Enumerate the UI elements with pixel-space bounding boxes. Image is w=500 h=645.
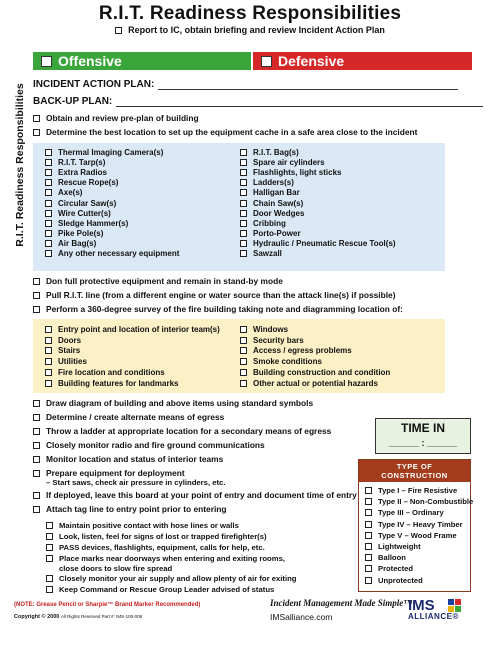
equipment-item	[240, 229, 396, 239]
equipment-checkbox[interactable]	[45, 179, 52, 186]
equipment-label: Circular Saw(s)	[58, 198, 117, 208]
step-item	[33, 440, 265, 450]
equipment-item	[45, 239, 179, 249]
backup-plan-row	[33, 96, 483, 107]
construction-checkbox[interactable]	[365, 565, 372, 572]
website-link[interactable]: IMSalliance.com	[270, 612, 333, 622]
equipment-item	[45, 147, 179, 157]
step-text: Closely monitor radio and fire ground communications	[46, 440, 265, 450]
ims-alliance-logo	[408, 597, 480, 623]
survey-label: Fire location and conditions	[58, 368, 165, 378]
entry-subitem-label: close doors to slow fire spread	[59, 563, 173, 573]
equipment-label: Spare air cylinders	[253, 157, 325, 167]
side-title	[12, 60, 28, 270]
entry-subitem	[46, 520, 297, 531]
equipment-checkbox[interactable]	[240, 189, 247, 196]
equipment-checkbox[interactable]	[45, 169, 52, 176]
equipment-item	[240, 178, 396, 188]
survey-panel	[33, 319, 445, 393]
equipment-checkbox[interactable]	[45, 189, 52, 196]
entry-subitem-label: Keep Command or Rescue Group Leader advised of status	[59, 585, 275, 594]
entry-subitem-checkbox[interactable]	[46, 544, 53, 551]
equipment-checkbox[interactable]	[240, 250, 247, 257]
survey-checkbox[interactable]	[45, 337, 52, 344]
rights-text: All Rights Reserved Part #: IMS-100-008	[60, 614, 143, 619]
survey-checkbox[interactable]	[240, 369, 247, 376]
step-checkbox[interactable]	[33, 414, 40, 421]
construction-label: Lightweight	[378, 542, 421, 552]
entry-subitem-label: Maintain positive contact with hose lines or walls	[59, 521, 239, 530]
step-text: Obtain and review pre-plan of building	[46, 113, 199, 123]
equipment-checkbox[interactable]	[240, 240, 247, 247]
equipment-panel	[33, 143, 445, 271]
construction-type-item	[365, 552, 470, 563]
logo-square-icon	[455, 599, 461, 605]
offensive-label: Offensive	[58, 53, 122, 69]
construction-checkbox[interactable]	[365, 521, 372, 528]
equipment-label: Air Bag(s)	[58, 239, 97, 249]
construction-label: Type III – Ordinary	[378, 508, 444, 518]
equipment-checkbox[interactable]	[240, 159, 247, 166]
construction-label: Protected	[378, 564, 414, 574]
survey-label: Access / egress problems	[253, 346, 352, 356]
entry-subitem	[46, 584, 297, 595]
equipment-checkbox[interactable]	[240, 230, 247, 237]
survey-checkbox[interactable]	[240, 337, 247, 344]
step-item	[33, 290, 395, 300]
equipment-left-column	[45, 147, 179, 259]
equipment-label: Halligan Bar	[253, 188, 300, 198]
survey-checkbox[interactable]	[45, 347, 52, 354]
step-item	[33, 412, 224, 422]
offensive-option[interactable]	[33, 52, 251, 70]
time-in-label: TIME IN	[401, 421, 445, 435]
equipment-checkbox[interactable]	[45, 230, 52, 237]
step-checkbox[interactable]	[33, 400, 40, 407]
equipment-label: Cribbing	[253, 218, 286, 228]
construction-type-item	[365, 519, 470, 530]
entry-subitem-label: Look, listen, feel for signs of lost or trapped firefighter(s)	[59, 532, 267, 541]
step-item	[33, 127, 417, 137]
equipment-label: Axe(s)	[58, 188, 83, 198]
page-title: R.I.T. Readiness Responsibilities	[98, 3, 402, 24]
survey-checkbox[interactable]	[45, 380, 52, 387]
equipment-checkbox[interactable]	[240, 149, 247, 156]
equipment-label: Pike Pole(s)	[58, 229, 104, 239]
step-checkbox[interactable]	[33, 115, 40, 122]
survey-label: Entry point and location of interior team(s)	[58, 324, 220, 334]
step-text: Throw a ladder at appropriate location for a secondary means of egress	[46, 426, 332, 436]
equipment-label: R.I.T. Bag(s)	[253, 147, 299, 157]
step-item	[33, 398, 313, 408]
equipment-label: Door Wedges	[253, 208, 305, 218]
survey-checkbox[interactable]	[240, 347, 247, 354]
step-text: Attach tag line to entry point prior to entering	[46, 504, 227, 514]
step-checkbox[interactable]	[33, 278, 40, 285]
step-checkbox[interactable]	[33, 456, 40, 463]
construction-checkbox[interactable]	[365, 577, 372, 584]
step-text: Prepare equipment for deployment	[46, 468, 185, 478]
construction-type-item	[365, 485, 470, 496]
equipment-item	[240, 167, 396, 177]
equipment-label: Sawzall	[253, 249, 282, 259]
construction-checkbox[interactable]	[365, 487, 372, 494]
time-in-box[interactable]	[375, 418, 471, 454]
step-item	[33, 468, 185, 478]
construction-type-header	[359, 460, 470, 482]
entry-subitem-label: Closely monitor your air supply and allow plenty of air for exiting	[59, 574, 297, 583]
step-text: Monitor location and status of interior teams	[46, 454, 224, 464]
prepare-note: – Start saws, check air pressure in cylinders, etc.	[46, 478, 226, 487]
construction-checkbox[interactable]	[365, 554, 372, 561]
step-text: Determine / create alternate means of egress	[46, 412, 225, 422]
step-checkbox[interactable]	[33, 442, 40, 449]
survey-checkbox[interactable]	[240, 380, 247, 387]
step-text: Don full protective equipment and remain in stand-by mode	[46, 276, 283, 286]
survey-checkbox[interactable]	[45, 358, 52, 365]
survey-item	[45, 356, 220, 367]
entry-subitem	[46, 573, 297, 584]
survey-label: Utilities	[58, 357, 87, 367]
step-checkbox[interactable]	[33, 470, 40, 477]
survey-item	[240, 346, 390, 357]
entry-subitem	[46, 542, 297, 553]
equipment-item	[45, 157, 179, 167]
equipment-checkbox[interactable]	[45, 210, 52, 217]
step-item	[33, 426, 331, 436]
entry-subitem-checkbox[interactable]	[46, 555, 53, 562]
equipment-checkbox[interactable]	[45, 240, 52, 247]
entry-subitem	[46, 553, 297, 563]
incident-action-plan-line[interactable]	[158, 89, 458, 90]
survey-label: Windows	[253, 324, 289, 334]
entry-subitem-label: PASS devices, flashlights, equipment, calls for help, etc.	[59, 543, 265, 552]
equipment-item	[45, 218, 179, 228]
equipment-item	[240, 208, 396, 218]
step-text: Draw diagram of building and above items using standard symbols	[46, 398, 314, 408]
equipment-item	[240, 249, 396, 259]
construction-title-line-2: CONSTRUCTION	[381, 471, 448, 480]
equipment-checkbox[interactable]	[45, 159, 52, 166]
copyright-text: Copyright © 2000	[14, 614, 60, 620]
survey-item	[45, 346, 220, 357]
equipment-checkbox[interactable]	[45, 250, 52, 257]
step-text: Perform a 360-degree survey of the fire building taking note and diagramming location of:	[46, 304, 403, 314]
survey-left-column	[45, 324, 220, 389]
incident-action-plan-row	[33, 79, 458, 90]
equipment-label: Chain Saw(s)	[253, 198, 304, 208]
survey-checkbox[interactable]	[45, 326, 52, 333]
step-checkbox[interactable]	[33, 428, 40, 435]
survey-label: Other actual or potential hazards	[253, 378, 378, 388]
offensive-checkbox[interactable]	[41, 56, 52, 67]
construction-label: Type II – Non-Combustible	[378, 497, 474, 507]
defensive-label: Defensive	[278, 53, 345, 69]
construction-type-item	[365, 563, 470, 574]
equipment-label: Any other necessary equipment	[58, 249, 180, 259]
construction-checkbox[interactable]	[365, 509, 372, 516]
entry-subitem-continuation	[46, 563, 297, 573]
survey-item	[45, 367, 220, 378]
entry-subitem-checkbox[interactable]	[46, 586, 53, 593]
survey-item	[240, 367, 390, 378]
construction-type-item	[365, 530, 470, 541]
survey-checkbox[interactable]	[240, 358, 247, 365]
step-text: Determine the best location to set up the equipment cache in a safe area close to the incident	[46, 127, 418, 137]
step-checkbox[interactable]	[33, 129, 40, 136]
survey-label: Smoke conditions	[253, 357, 322, 367]
logo-ims-text: IMS	[408, 597, 435, 614]
equipment-item	[240, 239, 396, 249]
equipment-checkbox[interactable]	[240, 200, 247, 207]
equipment-checkbox[interactable]	[45, 200, 52, 207]
time-in-blanks[interactable]: ______ : ______	[388, 438, 458, 448]
survey-checkbox[interactable]	[240, 326, 247, 333]
step-checkbox[interactable]	[33, 292, 40, 299]
equipment-checkbox[interactable]	[240, 169, 247, 176]
defensive-option[interactable]	[253, 52, 472, 70]
equipment-checkbox[interactable]	[240, 220, 247, 227]
construction-label: Type V – Wood Frame	[378, 530, 457, 540]
step-checkbox[interactable]	[33, 506, 40, 513]
survey-right-column	[240, 324, 390, 389]
construction-type-panel	[358, 459, 474, 592]
equipment-item	[45, 198, 179, 208]
survey-item	[45, 335, 220, 346]
equipment-item	[240, 147, 396, 157]
equipment-right-column	[240, 147, 396, 259]
equipment-label: Extra Radios	[58, 167, 107, 177]
entry-subitem	[46, 531, 297, 542]
equipment-item	[240, 198, 396, 208]
equipment-label: Ladders(s)	[253, 178, 294, 188]
construction-label: Unprotected	[378, 575, 423, 585]
equipment-item	[240, 218, 396, 228]
equipment-checkbox[interactable]	[240, 210, 247, 217]
construction-type-item	[365, 496, 474, 507]
subtitle-text: Report to IC, obtain briefing and review Incident Action Plan	[128, 25, 385, 35]
construction-checkbox[interactable]	[365, 543, 372, 550]
equipment-item	[240, 188, 396, 198]
equipment-label: Wire Cutter(s)	[58, 208, 111, 218]
entry-subitem-label: Place marks near doorways when entering and exiting rooms,	[59, 553, 285, 563]
step-item	[33, 504, 227, 514]
equipment-item	[45, 167, 179, 177]
construction-type-item	[365, 541, 470, 552]
construction-label: Type IV – Heavy Timber	[378, 519, 463, 529]
defensive-checkbox[interactable]	[261, 56, 272, 67]
equipment-checkbox[interactable]	[240, 179, 247, 186]
equipment-label: Hydraulic / Pneumatic Rescue Tool(s)	[253, 239, 396, 249]
side-title-text: R.I.T. Readiness Responsibilities	[14, 83, 26, 247]
equipment-item	[45, 178, 179, 188]
tagline: Incident Management Made Simple™	[270, 598, 413, 608]
survey-checkbox[interactable]	[45, 369, 52, 376]
entry-subitem-checkbox[interactable]	[46, 522, 53, 529]
survey-label: Security bars	[253, 335, 304, 345]
step-item	[33, 304, 403, 314]
survey-item	[45, 378, 220, 389]
equipment-checkbox[interactable]	[45, 220, 52, 227]
incident-action-plan-label: INCIDENT ACTION PLAN:	[33, 79, 155, 90]
construction-title-line-1: TYPE OF	[396, 462, 433, 471]
backup-plan-label: BACK-UP PLAN:	[33, 96, 113, 107]
equipment-label: R.I.T. Tarp(s)	[58, 157, 106, 167]
step-checkbox[interactable]	[33, 306, 40, 313]
step-text: Pull R.I.T. line (from a different engine or water source than the attack line(s) if possible)	[46, 290, 396, 300]
construction-type-item	[365, 575, 470, 586]
equipment-label: Porto-Power	[253, 229, 301, 239]
construction-checkbox[interactable]	[365, 498, 372, 505]
marker-note: (NOTE: Grease Pencil or Sharpie™ Brand Marker Recommended)	[14, 602, 201, 608]
copyright	[14, 614, 142, 620]
logo-square-icon	[448, 599, 454, 605]
entry-subitems	[46, 520, 297, 595]
step-checkbox[interactable]	[33, 492, 40, 499]
survey-item	[45, 324, 220, 335]
equipment-label: Sledge Hammer(s)	[58, 218, 129, 228]
backup-plan-line[interactable]	[116, 106, 483, 107]
step-text: If deployed, leave this board at your point of entry and document time of entry	[46, 490, 357, 500]
construction-label: Balloon	[378, 553, 406, 563]
survey-item	[240, 335, 390, 346]
equipment-item	[45, 249, 179, 259]
construction-type-item	[365, 507, 470, 518]
survey-label: Building construction and condition	[253, 368, 391, 378]
equipment-checkbox[interactable]	[45, 149, 52, 156]
step-item	[33, 490, 357, 500]
equipment-item	[45, 229, 179, 239]
survey-label: Building features for landmarks	[58, 378, 179, 388]
construction-label: Type I – Fire Resistive	[378, 486, 458, 496]
equipment-item	[45, 188, 179, 198]
survey-item	[240, 324, 390, 335]
step-item	[33, 454, 223, 464]
subtitle-checkbox[interactable]	[115, 27, 122, 34]
equipment-label: Rescue Rope(s)	[58, 178, 119, 188]
survey-item	[240, 378, 390, 389]
construction-checkbox[interactable]	[365, 532, 372, 539]
survey-item	[240, 356, 390, 367]
page-subtitle	[0, 25, 500, 35]
equipment-item	[45, 208, 179, 218]
survey-label: Stairs	[58, 346, 81, 356]
survey-label: Doors	[58, 335, 82, 345]
equipment-item	[240, 157, 396, 167]
construction-type-list	[359, 482, 474, 586]
equipment-label: Flashlights, light sticks	[253, 167, 342, 177]
equipment-label: Thermal Imaging Camera(s)	[58, 147, 164, 157]
step-item	[33, 113, 199, 123]
step-item	[33, 276, 283, 286]
entry-subitem-checkbox[interactable]	[46, 533, 53, 540]
logo-alliance-text: ALLIANCE®	[408, 612, 459, 621]
entry-subitem-checkbox[interactable]	[46, 575, 53, 582]
